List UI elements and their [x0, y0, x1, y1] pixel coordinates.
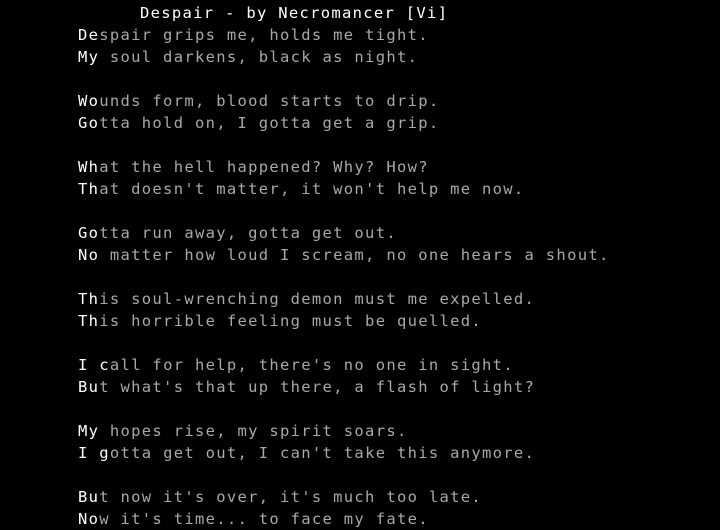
poem-line-rest: otta get out, I can't take this anymore. [109, 444, 536, 462]
poem-line-rest: t now it's over, it's much too late. [99, 488, 483, 506]
poem-line-rest: is horrible feeling must be quelled. [99, 312, 483, 330]
poem-line [0, 420, 720, 442]
poem-line-rest: tta hold on, I gotta get a grip. [99, 114, 440, 132]
poem-title-line [0, 2, 720, 24]
poem-line-lead: No [78, 246, 100, 264]
poem-line [0, 244, 720, 266]
poem-line [0, 508, 720, 530]
poem-line-lead: I c [78, 356, 110, 374]
poem-line-rest: hopes rise, my spirit soars. [99, 422, 408, 440]
poem-line [0, 156, 720, 178]
poem-line [0, 486, 720, 508]
poem-line-lead: Go [78, 114, 100, 132]
poem-title-lead: Despair - by Necromancer [Vi] [140, 4, 449, 22]
poem-line-blank [0, 332, 720, 354]
poem-line-rest: at doesn't matter, it won't help me now. [99, 180, 525, 198]
poem-line-blank [0, 134, 720, 156]
poem-line-lead: I g [78, 444, 110, 462]
poem-line [0, 178, 720, 200]
poem-line-rest: spair grips me, holds me tight. [99, 26, 429, 44]
poem-line [0, 46, 720, 68]
poem-line-rest: unds form, blood starts to drip. [99, 92, 440, 110]
poem-line-lead: No [78, 510, 100, 528]
poem-line [0, 442, 720, 464]
poem-line-lead: Go [78, 224, 100, 242]
poem-line-lead: De [78, 26, 100, 44]
poem-line-lead: Wo [78, 92, 100, 110]
poem-line-lead: Th [78, 180, 100, 198]
poem-line-rest: all for help, there's no one in sight. [109, 356, 514, 374]
poem-line [0, 222, 720, 244]
poem-line [0, 112, 720, 134]
poem-line [0, 310, 720, 332]
poem-line-rest: is soul-wrenching demon must me expelled. [99, 290, 536, 308]
poem-line-blank [0, 200, 720, 222]
poem-line-rest: matter how loud I scream, no one hears a shout. [99, 246, 610, 264]
poem-line [0, 90, 720, 112]
poem-line [0, 24, 720, 46]
poem-line-rest: soul darkens, black as night. [99, 48, 419, 66]
poem-line [0, 354, 720, 376]
poem-line-lead: Wh [78, 158, 100, 176]
poem-line-blank [0, 266, 720, 288]
poem-line [0, 376, 720, 398]
poem-line-rest: at the hell happened? Why? How? [99, 158, 429, 176]
poem-line-rest: t what's that up there, a flash of light? [99, 378, 536, 396]
poem-line-blank [0, 398, 720, 420]
poem-line-lead: Th [78, 290, 100, 308]
poem-line-blank [0, 464, 720, 486]
poem-line-lead: Bu [78, 488, 100, 506]
poem-line-rest: w it's time... to face my fate. [99, 510, 429, 528]
poem-line-lead: Bu [78, 378, 100, 396]
poem-line-rest: tta run away, gotta get out. [99, 224, 397, 242]
poem-line-lead: My [78, 48, 100, 66]
poem-line-blank [0, 68, 720, 90]
poem-line-lead: My [78, 422, 100, 440]
poem-line-lead: Th [78, 312, 100, 330]
poem-line [0, 288, 720, 310]
